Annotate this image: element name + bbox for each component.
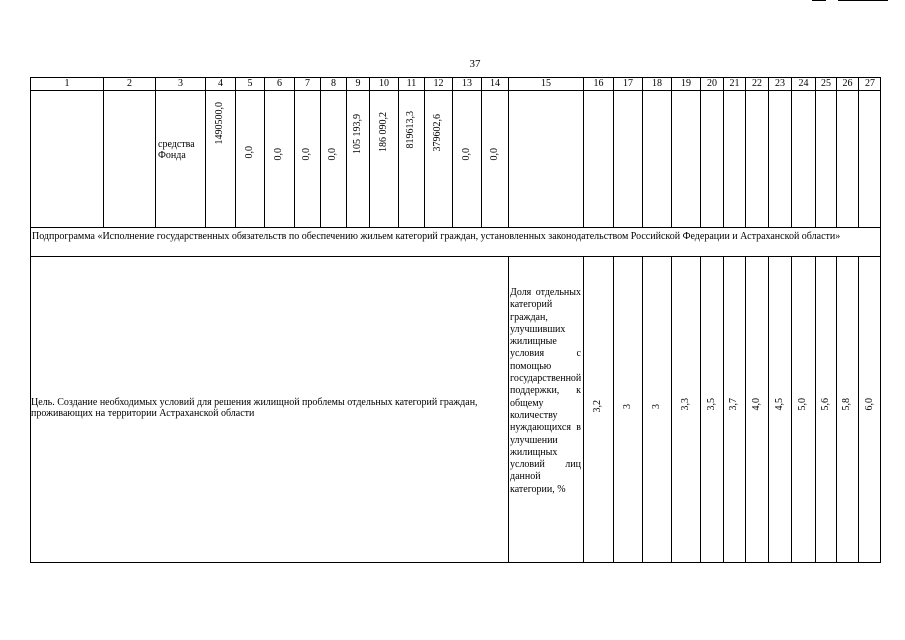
- funding-cell-22: [745, 90, 768, 227]
- header-col-3: 3: [155, 77, 205, 90]
- funding-cell-18: [642, 90, 671, 227]
- target-cell-17: [613, 256, 642, 563]
- subprogram-title: Подпрограмма «Исполнение государственных обязательств по обеспечению жильем категорий граждан, установленных законодательством Российской Федерации и Астраханской области»: [32, 231, 841, 242]
- target-value: 5,6: [819, 398, 831, 411]
- funding-value: 105 193,9: [351, 114, 363, 154]
- target-value: 3,5: [705, 398, 717, 411]
- target-value: 6,0: [863, 398, 875, 411]
- funding-cell-15: [508, 90, 583, 227]
- funding-value: 186 090,2: [377, 112, 389, 152]
- goal-text: Цель. Создание необходимых условий для решения жилищной проблемы отдельных категорий граждан, проживающих на территории Астраханской области: [31, 397, 478, 419]
- target-cell-18: [642, 256, 671, 563]
- funding-cell-9: [346, 90, 369, 227]
- header-col-16: 16: [583, 77, 613, 90]
- top-edge-line: [838, 0, 888, 1]
- header-col-11: 11: [398, 77, 424, 90]
- funding-value: 379602,6: [432, 114, 443, 152]
- header-col-14: 14: [481, 77, 508, 90]
- funding-value: 0,0: [488, 148, 500, 161]
- header-col-26: 26: [836, 77, 858, 90]
- funding-cell-23: [768, 90, 791, 227]
- header-col-23: 23: [768, 77, 791, 90]
- funding-cell-21: [723, 90, 745, 227]
- funding-value: 0,0: [273, 148, 284, 161]
- header-col-20: 20: [700, 77, 723, 90]
- funding-value: 819613,3: [405, 111, 416, 149]
- table-bottom-border: [30, 562, 881, 563]
- data-table: [30, 77, 881, 563]
- header-col-24: 24: [791, 77, 815, 90]
- funding-cell-2: [103, 90, 155, 227]
- header-col-15: 15: [508, 77, 583, 90]
- target-value: 4,0: [750, 398, 762, 411]
- header-col-13: 13: [452, 77, 481, 90]
- funding-cell-5: [235, 90, 264, 227]
- header-col-8: 8: [320, 77, 346, 90]
- header-col-10: 10: [369, 77, 398, 90]
- funding-source-label: средства Фонда: [158, 139, 195, 161]
- funding-cell-17: [613, 90, 642, 227]
- header-col-7: 7: [294, 77, 320, 90]
- header-col-19: 19: [671, 77, 700, 90]
- top-edge-line-short: [812, 0, 826, 1]
- target-value: 3,7: [728, 398, 739, 411]
- target-value: 5,8: [841, 398, 852, 411]
- header-col-22: 22: [745, 77, 768, 90]
- funding-value: 1490500,0: [214, 102, 225, 145]
- header-col-27: 27: [858, 77, 881, 90]
- funding-cell-26: [836, 90, 858, 227]
- target-value: 3: [650, 404, 662, 409]
- funding-cell-27: [858, 90, 881, 227]
- page-number: 37: [469, 58, 481, 70]
- funding-cell-16: [583, 90, 613, 227]
- funding-value: 0,0: [460, 148, 472, 161]
- funding-cell-19: [671, 90, 700, 227]
- funding-value: 0,0: [301, 148, 312, 161]
- funding-cell-20: [700, 90, 723, 227]
- target-value: 5,0: [797, 398, 808, 411]
- funding-cell-1: [30, 90, 103, 227]
- header-col-21: 21: [723, 77, 745, 90]
- header-col-5: 5: [235, 77, 264, 90]
- header-col-6: 6: [264, 77, 294, 90]
- funding-cell-24: [791, 90, 815, 227]
- indicator-text: Доля отдельных категорий граждан, улучшивших жилищные условия с помощью государственной поддержки, к общему количеству нуждающихся в улучшении жилищных условий лиц данной категории, %: [510, 287, 582, 495]
- header-col-18: 18: [642, 77, 671, 90]
- target-value: 4,5: [773, 398, 785, 411]
- target-value: 3,3: [679, 398, 691, 411]
- funding-cell-25: [815, 90, 836, 227]
- funding-value: 0,0: [243, 146, 255, 159]
- funding-value: 0,0: [327, 148, 338, 161]
- target-value: 3,2: [592, 400, 603, 413]
- table-right-border: [880, 77, 881, 563]
- header-col-9: 9: [346, 77, 369, 90]
- target-value: 3: [621, 404, 633, 409]
- header-col-1: 1: [30, 77, 103, 90]
- funding-cell-10: [369, 90, 398, 227]
- funding-cell-12: [424, 90, 452, 227]
- header-col-17: 17: [613, 77, 642, 90]
- header-col-2: 2: [103, 77, 155, 90]
- header-col-12: 12: [424, 77, 452, 90]
- header-col-4: 4: [205, 77, 235, 90]
- header-col-25: 25: [815, 77, 836, 90]
